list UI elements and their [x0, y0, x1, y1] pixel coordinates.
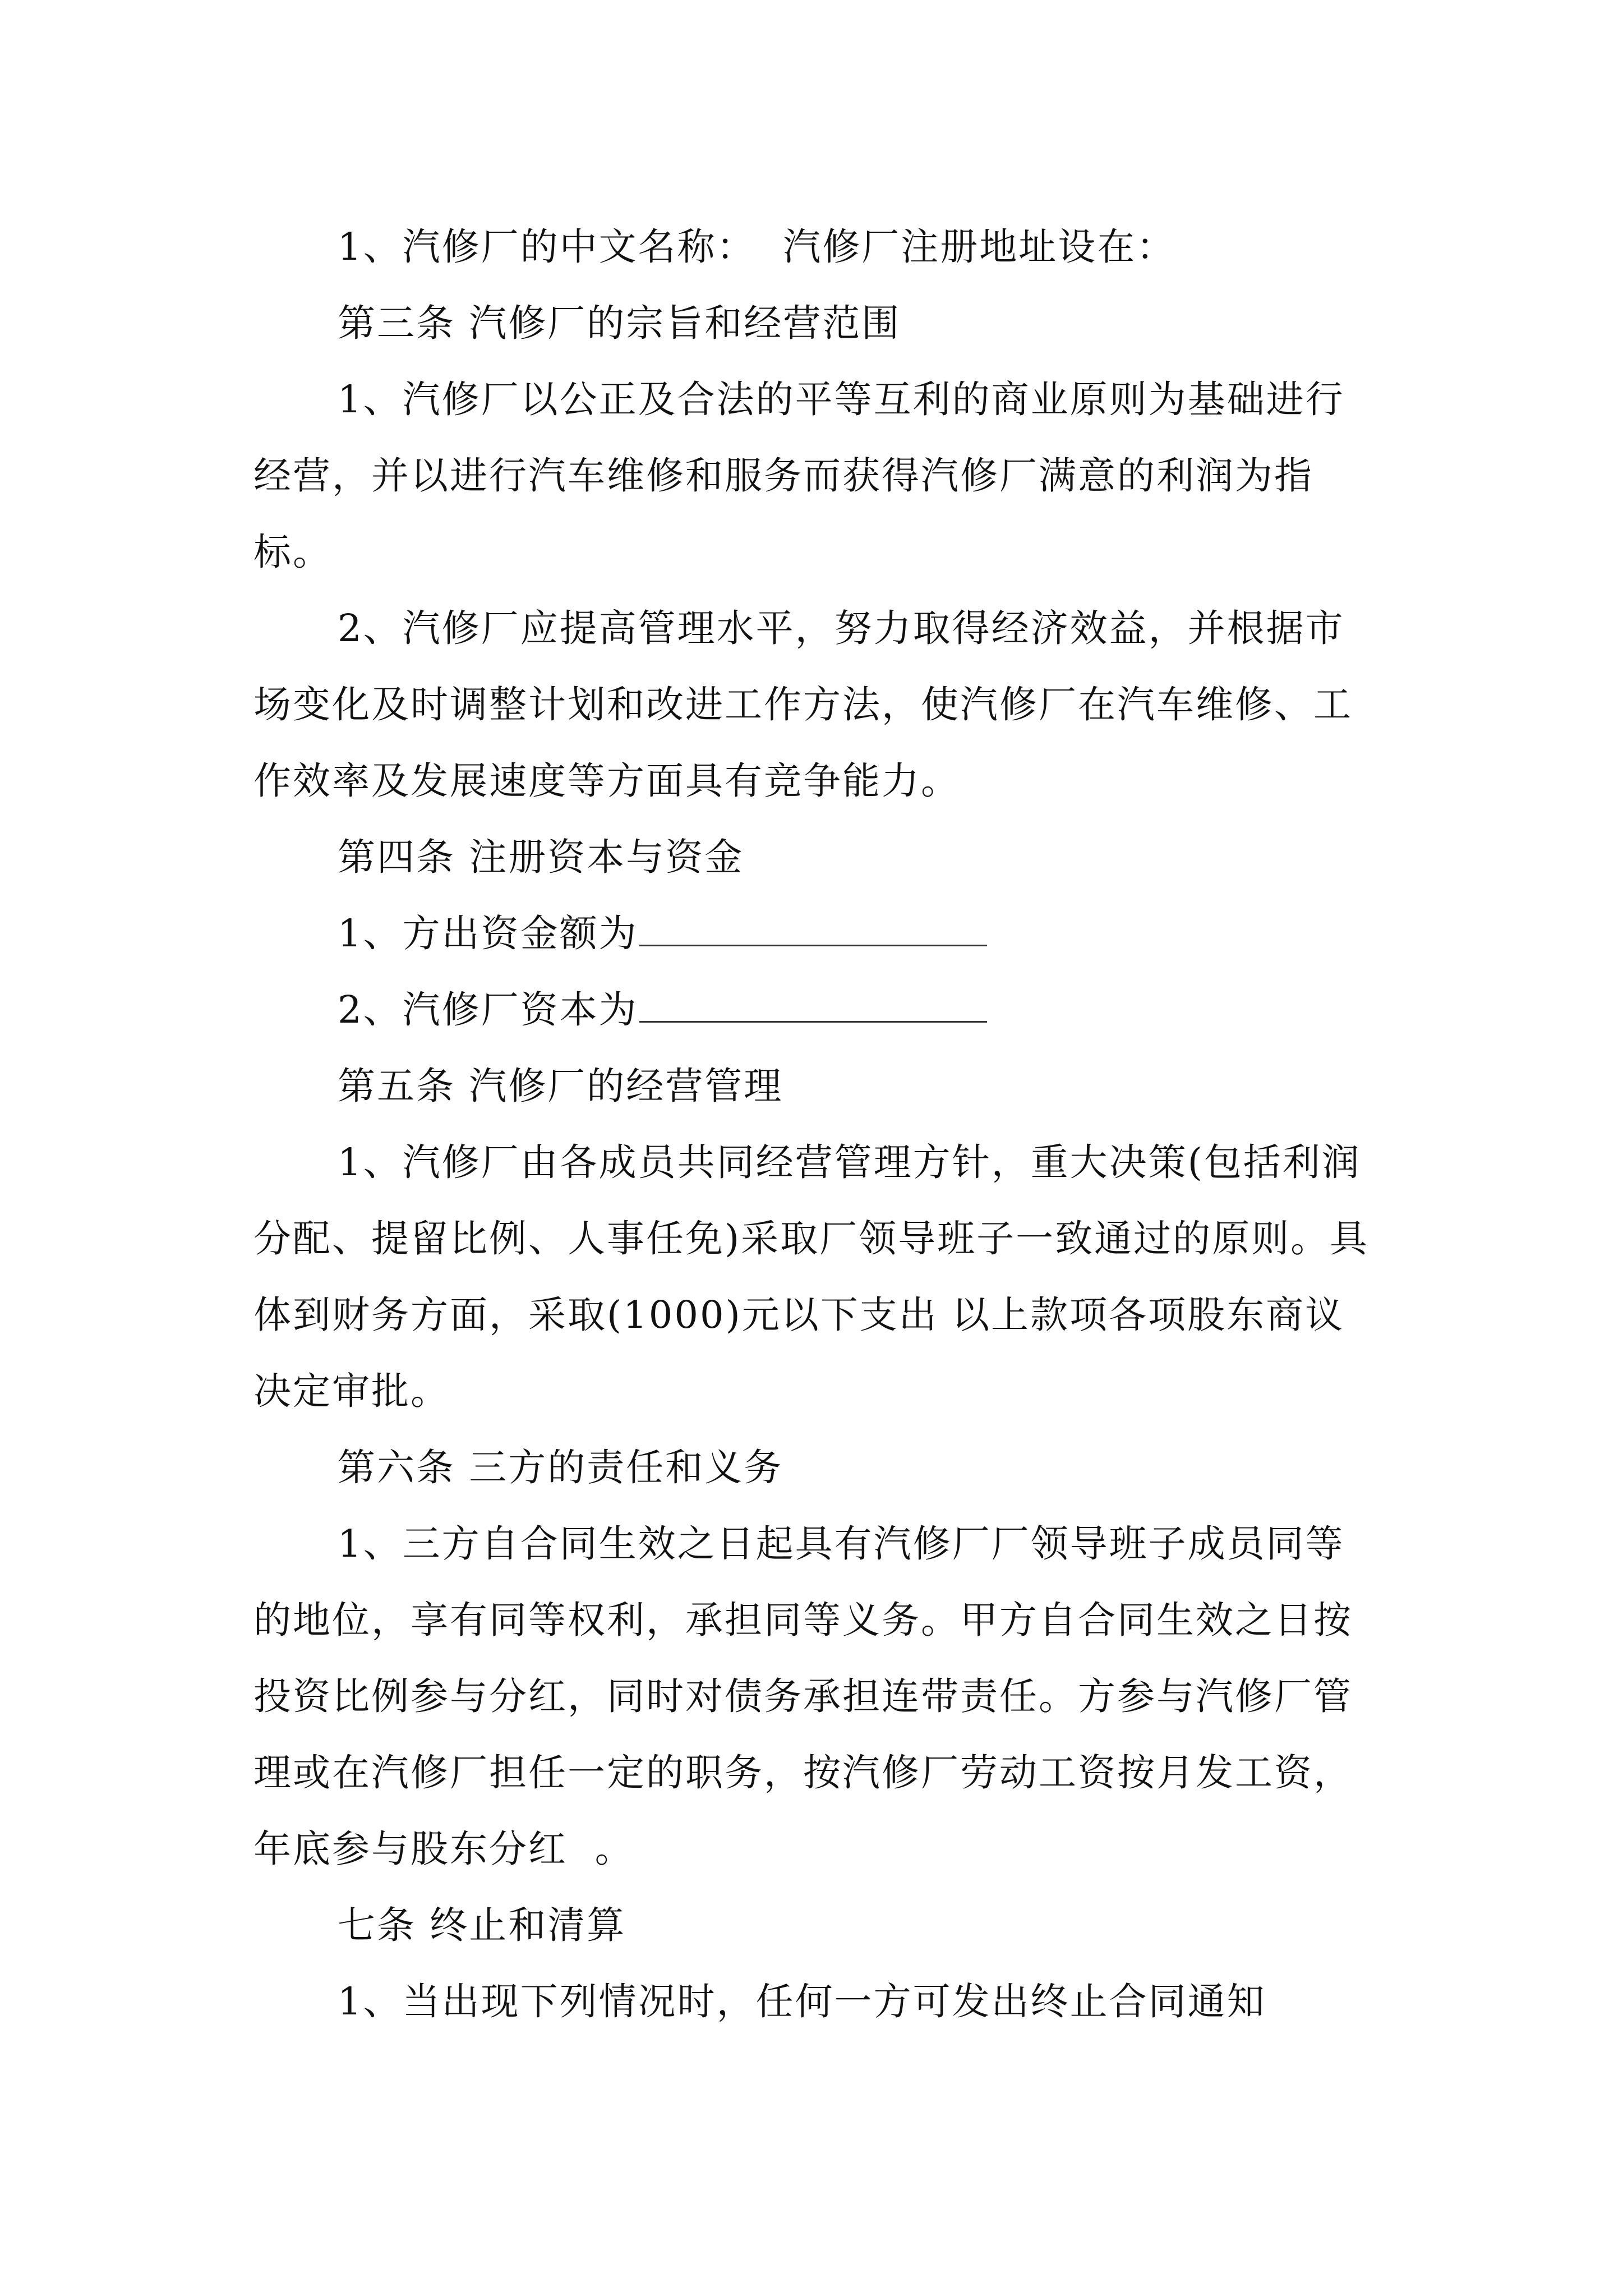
paragraph-article-5-item-1: [253, 1124, 1384, 1429]
paragraph-text: 1、汽修厂的中文名称： 汽修厂注册地址设在：: [338, 225, 1176, 269]
paragraph-text: 1、方出资金额为: [338, 912, 638, 955]
paragraph-text: 1、三方自合同生效之日起具有汽修厂厂领导班子成员同等的地位，享有同等权利，承担同等义务。甲方自合同生效之日按投资比例参与分红，同时对债务承担连带责任。方参与汽修厂管理或在汽修厂担任一定的职务，按汽修厂劳动工资按月发工资，年底参与股东分红 。: [253, 1522, 1353, 1871]
paragraph-text: 2、汽修厂应提高管理水平，努力取得经济效益，并根据市场变化及时调整计划和改进工作方法，使汽修厂在汽车维修、工作效率及发展速度等方面具有竞争能力。: [253, 606, 1353, 803]
fill-in-blank-line: [639, 987, 987, 1023]
heading-text: 第五条 汽修厂的经营管理: [338, 1064, 783, 1108]
document-body: [253, 209, 1384, 2040]
heading-text: 七条 终止和清算: [338, 1903, 626, 1947]
paragraph-article-4-item-1: [253, 895, 1384, 972]
heading-text: 第六条 三方的责任和义务: [338, 1446, 783, 1489]
paragraph-text: 1、汽修厂以公正及合法的平等互利的商业原则为基础进行经营，并以进行汽车维修和服务而获得汽修厂满意的利润为指标。: [253, 378, 1345, 574]
heading-article-4: [253, 819, 1384, 895]
paragraph-company-name: [253, 209, 1384, 285]
paragraph-article-4-item-2: [253, 972, 1384, 1048]
heading-text: 第三条 汽修厂的宗旨和经营范围: [338, 301, 901, 345]
paragraph-article-3-item-1: [253, 361, 1384, 590]
paragraph-article-6-item-1: [253, 1506, 1384, 1887]
heading-article-5: [253, 1048, 1384, 1124]
paragraph-article-3-item-2: [253, 590, 1384, 819]
fill-in-blank-line: [639, 911, 987, 946]
heading-article-3: [253, 285, 1384, 361]
heading-article-7: [253, 1887, 1384, 1963]
heading-text: 第四条 注册资本与资金: [338, 835, 744, 879]
paragraph-text: 2、汽修厂资本为: [338, 988, 638, 1032]
paragraph-article-7-item-1: [253, 1963, 1384, 2040]
paragraph-text: 1、汽修厂由各成员共同经营管理方针，重大决策(包括利润分配、提留比例、人事任免)采取厂领导班子一致通过的原则。具体到财务方面，采取(1000)元以下支出 以上款项各项股东商议决定审批。: [253, 1140, 1370, 1413]
paragraph-text: 1、当出现下列情况时，任何一方可发出终止合同通知: [338, 1980, 1266, 2023]
heading-article-6: [253, 1429, 1384, 1506]
